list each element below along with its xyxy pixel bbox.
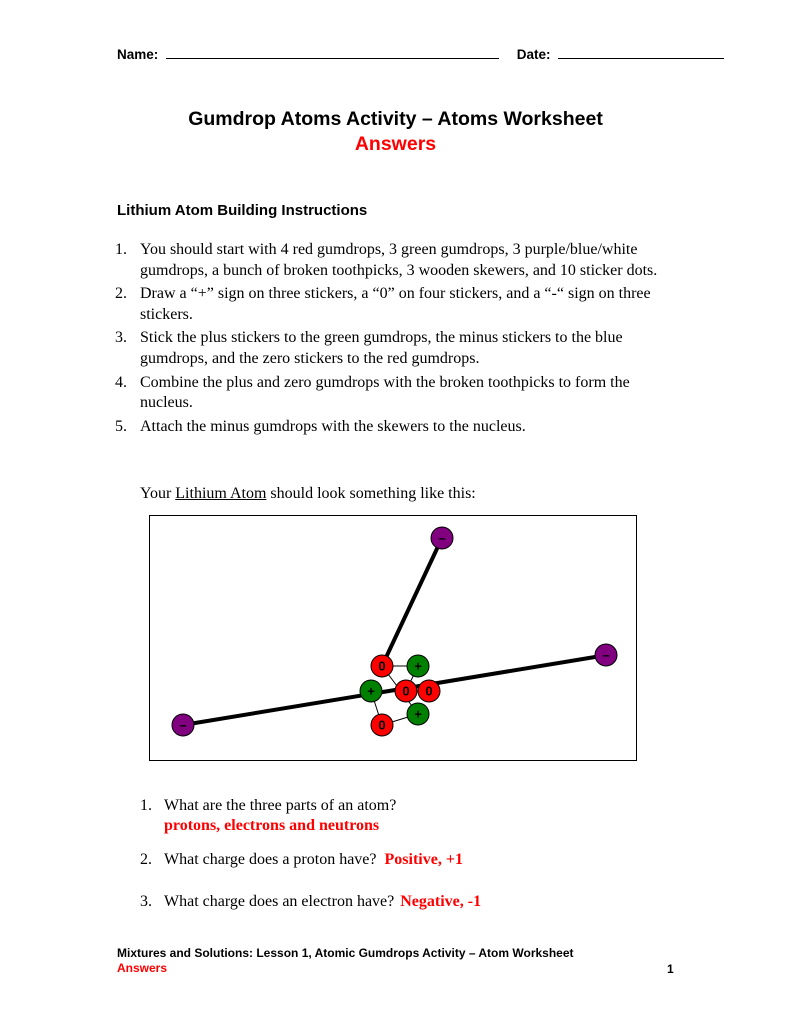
footer-answers: Answers xyxy=(117,961,168,975)
electron-label: – xyxy=(438,530,446,546)
atom-svg xyxy=(150,516,636,760)
page-title: Gumdrop Atoms Activity – Atoms Worksheet xyxy=(188,108,603,130)
step-text: Attach the minus gumdrops with the skewers to the nucleus. xyxy=(140,417,526,435)
step-number: 5. xyxy=(115,417,127,435)
step-text: Combine the plus and zero gumdrops with the broken toothpicks to form the nucleus. xyxy=(140,373,630,412)
page-number: 1 xyxy=(667,962,674,976)
step-text: Stick the plus stickers to the green gumdrops, the minus stickers to the blue gumdrops, and the zero stickers to the red gumdrops. xyxy=(140,329,623,368)
name-label: Name: xyxy=(117,47,159,62)
step-number: 3. xyxy=(115,329,127,347)
question-1 xyxy=(140,796,700,836)
footer-line: Mixtures and Solutions: Lesson 1, Atomic Gumdrops Activity – Atom Worksheet xyxy=(117,946,574,960)
list-item xyxy=(115,240,675,282)
question-text: What charge does a proton have? xyxy=(164,851,377,868)
questions xyxy=(140,796,700,912)
step-number: 4. xyxy=(115,373,127,391)
name-blank[interactable] xyxy=(166,44,499,59)
proton-label: + xyxy=(414,706,422,722)
question-number: 2. xyxy=(140,851,152,868)
question-number: 1. xyxy=(140,797,152,814)
neutron-label: 0 xyxy=(402,683,410,699)
proton-label: + xyxy=(414,658,422,674)
neutron-label: 0 xyxy=(378,717,386,733)
question-2 xyxy=(140,850,700,870)
step-text: You should start with 4 red gumdrops, 3 green gumdrops, 3 purple/blue/white gumdrops, a bunch of broken toothpicks, 3 wooden skewers, and 10 sticker dots. xyxy=(140,241,658,279)
date-label: Date: xyxy=(516,47,551,62)
intro-lithium-atom: Lithium Atom xyxy=(175,485,267,502)
step-text: Draw a “+” sign on three stickers, a “0” on four stickers, and a “-“ sign on three stickers. xyxy=(140,285,651,323)
instruction-list xyxy=(115,240,675,440)
neutron-label: 0 xyxy=(378,658,386,674)
electron-label: – xyxy=(179,717,187,733)
section-heading: Lithium Atom Building Instructions xyxy=(117,202,368,219)
lithium-atom-diagram xyxy=(149,515,637,761)
intro-before: Your xyxy=(140,485,176,502)
page-subtitle: Answers xyxy=(354,133,437,155)
question-text: What charge does an electron have? xyxy=(164,893,395,910)
step-number: 2. xyxy=(115,285,127,303)
list-item xyxy=(115,284,675,326)
date-blank[interactable] xyxy=(558,44,724,59)
question-3 xyxy=(140,892,700,912)
answer-text: Negative, -1 xyxy=(400,893,482,910)
proton-label: + xyxy=(367,683,375,699)
intro-after: should look something like this: xyxy=(266,485,476,502)
electron-label: – xyxy=(602,647,610,663)
skewer-line xyxy=(382,538,442,666)
question-text: What are the three parts of an atom? xyxy=(164,797,397,814)
question-number: 3. xyxy=(140,893,152,910)
neutron-label: 0 xyxy=(425,683,433,699)
step-number: 1. xyxy=(115,241,127,258)
list-item xyxy=(115,417,675,438)
diagram-intro xyxy=(140,485,476,503)
list-item xyxy=(115,373,675,415)
footer xyxy=(117,946,574,976)
list-item xyxy=(115,328,675,370)
answer-text: protons, electrons and neutrons xyxy=(164,817,380,834)
header-fields xyxy=(117,44,724,62)
answer-text: Positive, +1 xyxy=(384,851,463,868)
